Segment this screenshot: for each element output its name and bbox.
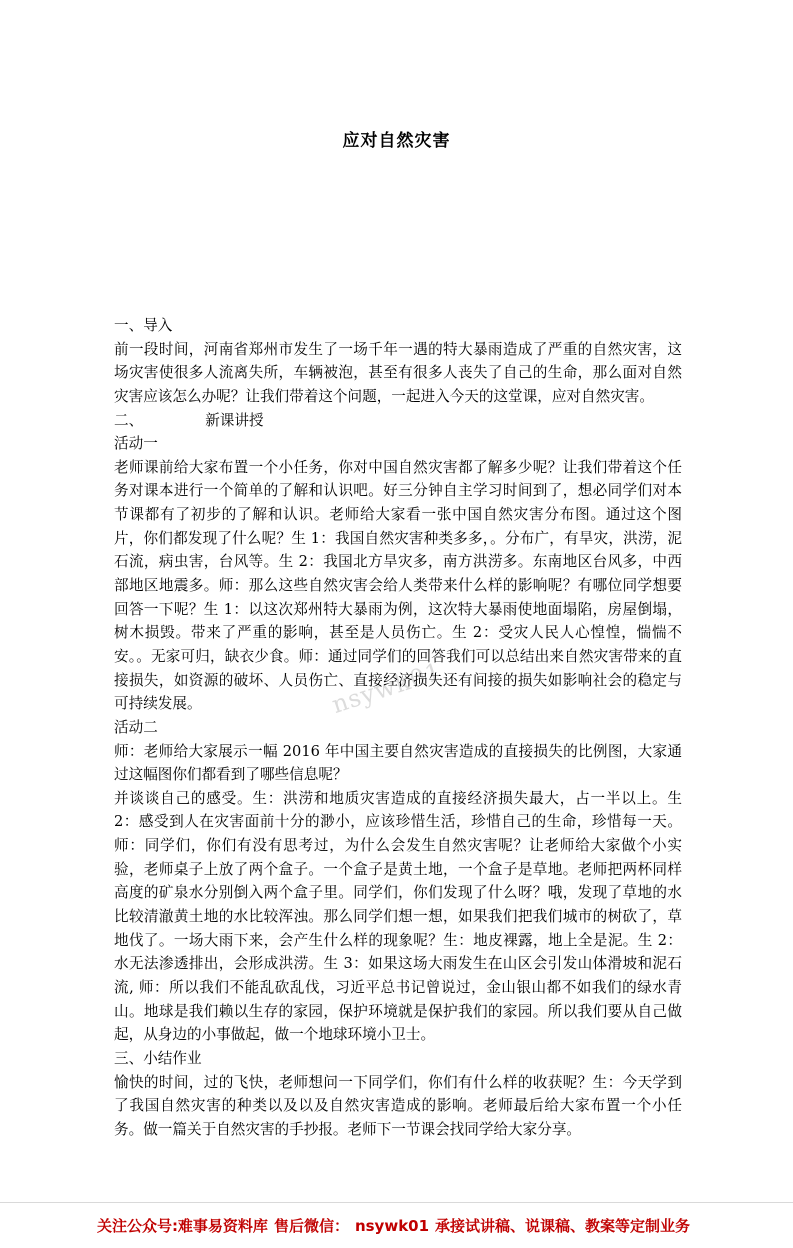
page-title: 应对自然灾害 <box>342 131 451 151</box>
watermark-text: nsywk01 <box>328 657 446 719</box>
section-paragraph-summary: 愉快的时间，过的飞快，老师想问一下同学们，你们有什么样的收获呢？生：今天学到了我国自然灾害的种类以及以及自然灾害造成的影响。老师最后给大家布置一个小任务。做一篇关于自然灾害的手抄报。老师下一节课会找同学给大家分享。 <box>114 1073 682 1138</box>
section-heading-intro: 一、导入 <box>114 317 173 334</box>
footer-wechat-id: nsywk01 <box>354 1217 430 1235</box>
activity-one-label: 活动一 <box>114 435 158 453</box>
activity-one-body: 老师课前给大家布置一个小任务，你对中国自然灾害都了解多少呢？让我们带着这个任务对课本进行一个简单的了解和认识吧。好三分钟自主学习时间到了，想必同学们对本节课都有了初步的了解和认识。老师给大家看一张中国自然灾害分布图。通过这个图片，你们都发现了什么呢？生 1：我国自然灾害种类多多，。分布广，有旱灾，洪涝，泥石流，病虫害，台风等。生 2：我国北方旱灾多，南方洪涝多。东南地区台风多，中西部地区地震多。师：那么这些自然灾害会给人类带来什么样的影响呢？有哪位同学想要回答一下呢？生 1：以这次郑州特大暴雨为例，这次特大暴雨使地面塌陷，房屋倒塌，树木损毁。带来了严重的影响，甚至是人员伤亡。生 2：受灾人民人心惶惶，惴惴不安。。无家可归，缺衣少食。师：通过同学们的回答我们可以总结出来自然灾害带来的直接损失，如资源的破坏、人员伤亡、直接经济损失还有间接的损失如影响社会的稳定与可持续发展。 <box>114 458 682 713</box>
document-body <box>114 314 682 1141</box>
activity-two-body: 并谈谈自己的感受。生：洪涝和地质灾害造成的直接经济损失最大，占一半以上。生 2：感受到人在灾害面前十分的渺小，应该珍惜生活，珍惜自己的生命，珍惜每一天。师：同学们，你们有没有思考过，为什么会发生自然灾害呢？让老师给大家做个小实验，老师桌子上放了两个盒子。一个盒子是黄土地，一个盒子是草地。老师把两杯同样高度的矿泉水分别倒入两个盒子里。同学们，你们发现了什么呀？哦，发现了草地的水比较清澈黄土地的水比较浑浊。那么同学们想一想，如果我们把我们城市的树砍了，草地伐了。一场大雨下来，会产生什么样的现象呢？生：地皮裸露，地上全是泥。生 2：水无法渗透排出，会形成洪涝。生 3：如果这场大雨发生在山区会引发山体滑坡和泥石流, 师：所以我们不能乱砍乱伐，习近平总书记曾说过，金山银山都不如我们的绿水青山。地球是我们赖以生存的家园，保护环境就是保护我们的家园。所以我们要从自己做起，从身边的小事做起，做一个地球环境小卫士。 <box>114 789 682 1044</box>
document-page <box>0 126 793 1248</box>
footer-text <box>97 1215 696 1236</box>
activity-two-intro: 师：老师给大家展示一幅 2016 年中国主要自然灾害造成的直接损失的比例图，大家通过这幅图你们都看到了哪些信息呢？ <box>114 742 682 784</box>
footer-public-account: 关注公众号:难事易资料库 <box>96 1217 268 1235</box>
section-heading-summary: 三、小结作业 <box>114 1049 202 1067</box>
section-paragraph-intro: 前一段时间，河南省郑州市发生了一场千年一遇的特大暴雨造成了严重的自然灾害，这场灾害使很多人流离失所，车辆被泡，甚至有很多人丧失了自己的生命，那么面对自然灾害应该怎么办呢？让我们带着这个问题，一起进入今天的这堂课，应对自然灾害。 <box>114 340 682 405</box>
section-heading-newlesson-number: 二、 <box>114 411 144 429</box>
section-heading-newlesson <box>114 409 682 433</box>
footer-wechat-label: 售后微信： <box>273 1217 349 1235</box>
activity-two-label: 活动二 <box>114 718 158 736</box>
section-heading-newlesson-label: 新课讲授 <box>205 411 264 429</box>
footer-banner <box>0 1202 793 1248</box>
footer-services: 承接试讲稿、说课稿、教案等定制业务 <box>435 1217 691 1235</box>
